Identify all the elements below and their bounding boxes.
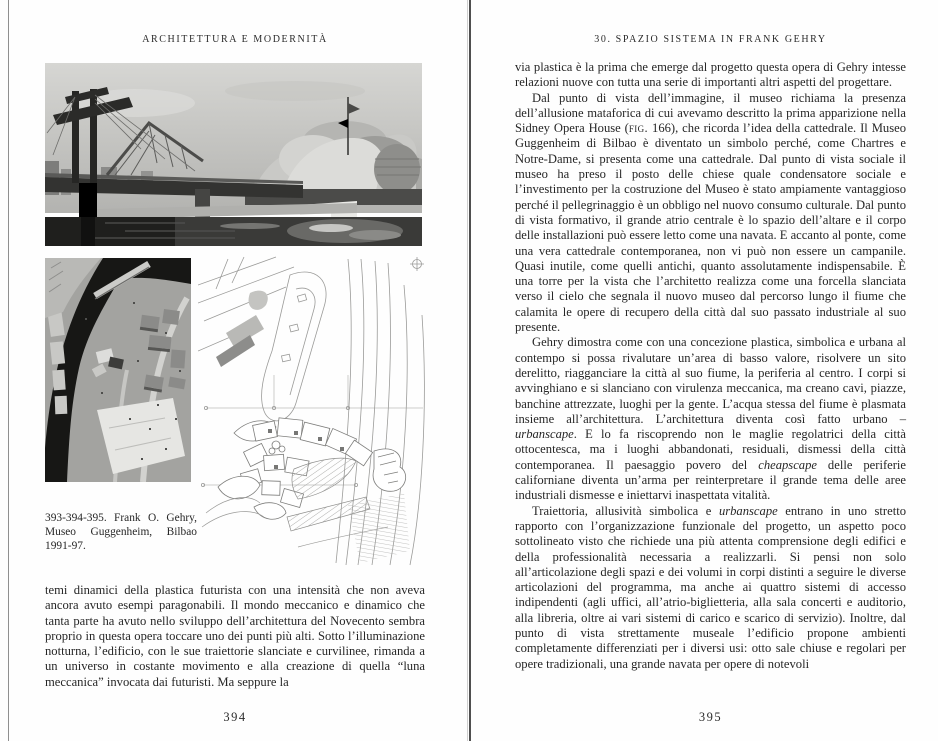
page-edge-line <box>8 0 9 741</box>
photo-aerial-illustration <box>45 258 191 482</box>
running-header-right: 30. SPAZIO SISTEMA IN FRANK GEHRY <box>594 34 827 45</box>
site-plan-illustration <box>198 255 430 567</box>
photo-guggenheim-illustration <box>45 63 422 246</box>
gutter-line-light <box>467 0 468 741</box>
body-text-left <box>45 583 425 690</box>
page-number-left: 394 <box>223 710 247 724</box>
gutter-line-dark <box>469 0 471 741</box>
paragraph: via plastica è la prima che emerge dal progetto questa opera di Gehry intesse relazioni nuove con tutta una serie di importanti altri aspetti del progettare. <box>515 60 906 90</box>
paragraph: Dal punto di vista dell’immagine, il museo richiama la presenza dell’allusione mataforica di cui avevamo descritto la prima apparizione nella Sidney Opera House (fig. 166), che ricorda l’idea della cattedrale. Il Museo Guggenheim di Bilbao è diventato un simbolo perché, come Chartres e Notre-Dame, si presenta come una cattedrale. Dal punto di vista sociale il museo ha preso il posto delle chiese quale condensatore sociale e l’investimento per la costruzione del Museo è stato ampiamente vantaggioso perché il pellegrinaggio è un obbligo nel nuovo consumo culturale. Dal punto di vista formativo, il grande atrio centrale è lo spazio dell’altare e il corpo delle installazioni può essere letto come una navata. E accanto al ponte, come una vera cattedrale contemporanea, non vi può non essere un campanile. Quasi inutile, come quelli antichi, quanto assolutamente indispensabile. È una torre per la vista che l’architetto realizza come una forcella slanciata verso il cielo che segnala il nuovo museo dal percorso lungo il fiume che calamita le opere di recupero della città dal suo passato industriale al suo presente. <box>515 90 907 335</box>
paragraph: Traiettoria, allusività simbolica e urbanscape entrano in uno stretto rapporto con l’organizzazione funzionale del progetto, un aspetto poco sottolineato visto che richiede una più attenta comprensione degli edifici e della professionalità necessaria a realizzarli. Si pensi non solo all’articolazione degli spazi e dei volumi in corpi distinti a seguire le diverse articolazioni del programma, ma anche ai quattro sistemi di accesso indipendenti (agli uffici, all’atrio-biglietteria, alla sala concerti e auditorio, alla libreria, oltre ai vari sistemi di carico e scarico di servizio). Inoltre, dal punto di vista strettamente museale l’edificio propone ambienti completamente differenziati per i diversi usi: otto sale chiuse e regolari per opere tradizionali, una grande navata per opere di notevoli <box>515 503 906 671</box>
page-number-right: 395 <box>698 710 723 724</box>
figure-photo-guggenheim-bridge <box>45 63 422 246</box>
paragraph: Gehry dimostra come con una concezione plastica, simbolica e urbana al contempo si possa rivalutare un’area di basso valore, risolvere un sito derelitto, riagganciare la città al suo fiume, la periferia al centro. I corpi si avvinghiano e si slanciano con virulenza meccanica, ma creano cavi, piazze, banchine attrezzate, luoghi per la gente. L’acqua stessa del fiume è plasmata insieme all’architettura. L’architettura diventa così fatto urbano – urbanscape. E lo fa riscoprendo non le maglie regolatrici della città ottocentesca, ma i luoghi abbandonati, residuali, dismessi della città contemporanea. Il paesaggio povero del cheapscape delle periferie californiane diventa un’arma per reinterpretare il grande tema delle aree industriali dismesse e iniettarvi inaspettata vitalità. <box>515 335 907 503</box>
figure-photo-aerial-site <box>45 258 191 482</box>
paragraph: temi dinamici della plastica futurista con una intensità che non aveva ancora avuto esempi paragonabili. Il mondo meccanico e dinamico che tanta parte ha avuto nello sviluppo dell’architettura del Novecento sembra proprio in questa opera toccare uno dei punti più alti. Sotto l’illuminazione notturna, l’edificio, con le sue traiettorie slanciate e curvilinee, rimanda a un universo in costante movimento e alla creazione di quella “luna meccanica” invocata dai futuristi. Ma seppure la <box>45 583 425 689</box>
figure-caption: 393-394-395. Frank O. Gehry, Museo Guggenheim, Bilbao 1991-97. <box>45 512 197 552</box>
body-text-right <box>515 60 906 672</box>
figure-drawing-site-plan <box>198 255 430 567</box>
running-header-left: ARCHITETTURA E MODERNITÀ <box>142 34 328 45</box>
